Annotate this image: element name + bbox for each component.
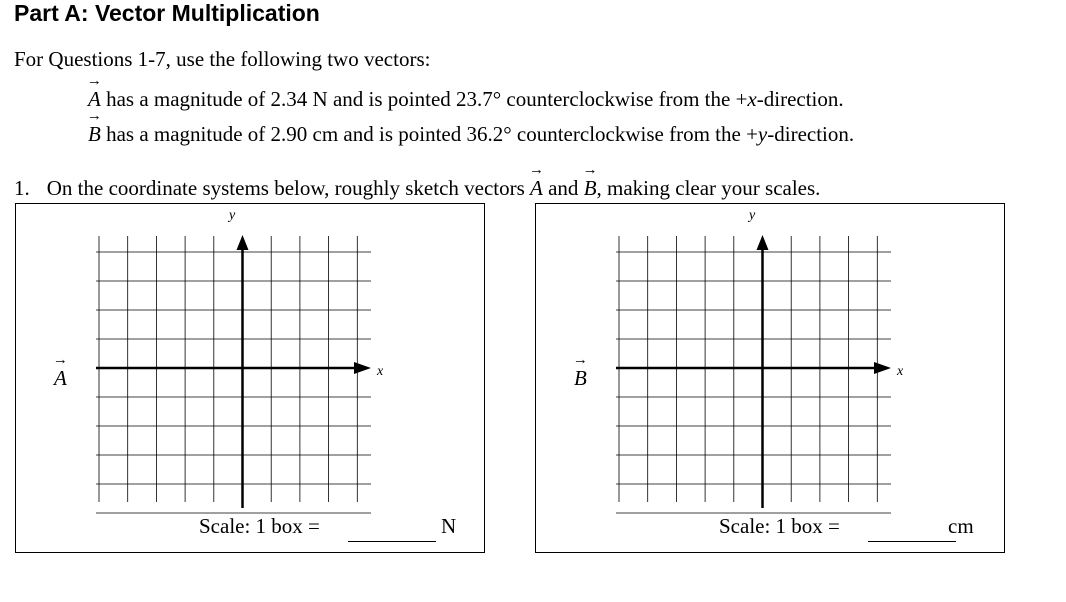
question-vector-a: A → [530,176,543,200]
vector-a-symbol: A → [88,87,101,111]
coordinate-panel-b [535,203,1005,553]
y-axis-arrowhead [757,235,769,250]
part-title: Part A: Vector Multiplication [14,0,320,26]
x-axis-arrowhead [354,362,371,374]
scale-label: Scale: 1 box = [719,514,840,538]
coordinate-grid-b[interactable] [536,204,1006,554]
panel-vector-label: A → [54,366,67,391]
y-axis-label: y [229,208,236,223]
coordinate-grid-a[interactable] [16,204,486,554]
question-and: and [542,176,584,200]
question-text: On the coordinate systems below, roughly sketch vectors [46,176,531,200]
y-axis-label: y [749,208,756,223]
vector-a-text-end: -direction. [756,87,844,111]
coordinate-panel-a [15,203,485,553]
intro-text: For Questions 1-7, use the following two vectors: [14,47,431,71]
vector-b-axis: y [757,122,768,146]
vector-b-description [88,122,854,146]
x-axis-label: x [897,364,904,379]
x-axis-label: x [377,364,384,379]
question-vector-b: B → [584,176,597,200]
y-axis-arrowhead [237,235,249,250]
x-axis-arrowhead [874,362,891,374]
scale-unit: N [441,514,457,538]
vector-a-axis: x [747,87,757,111]
question-text-end: , making clear your scales. [596,176,821,200]
vector-b-text-end: -direction. [767,122,855,146]
vector-b-text: has a magnitude of 2.90 cm and is pointed 36.2° counterclockwise from the + [100,122,758,146]
scale-blank-line[interactable] [348,541,436,542]
panel-vector-label: B → [574,366,587,391]
question-number: 1. [14,176,30,200]
vector-b-symbol: B → [88,122,101,146]
scale-unit: cm [948,514,974,538]
scale-label: Scale: 1 box = [199,514,320,538]
question-1 [14,176,820,200]
scale-blank-line[interactable] [868,541,956,542]
vector-a-text: has a magnitude of 2.34 N and is pointed 23.7° counterclockwise from the + [100,87,748,111]
vector-a-description [88,87,844,111]
